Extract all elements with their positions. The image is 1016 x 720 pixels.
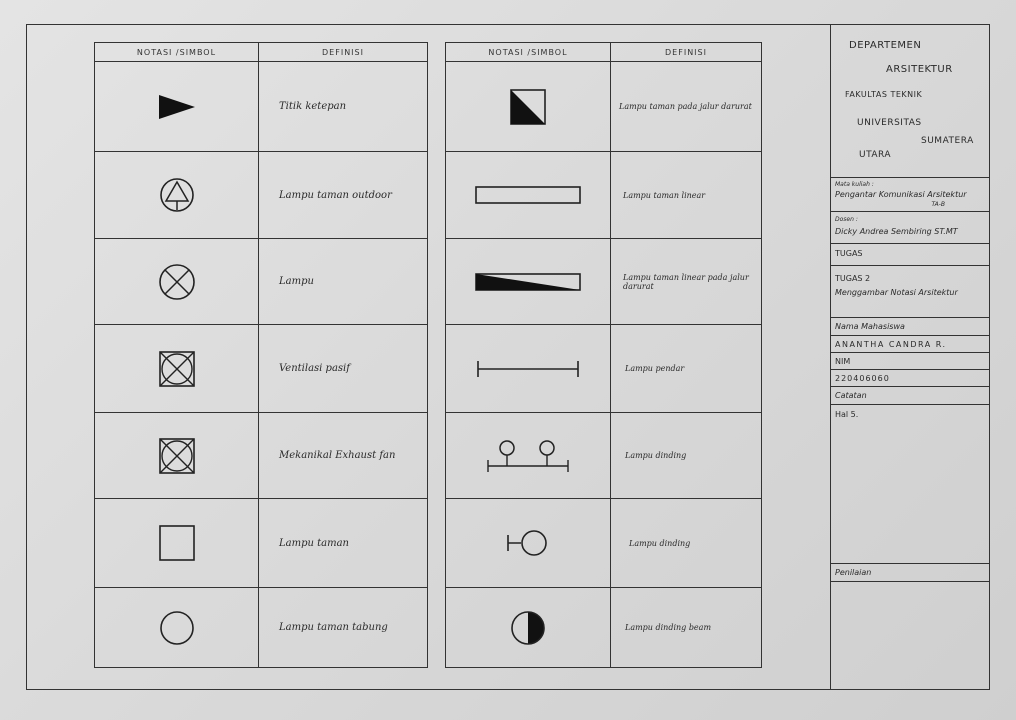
university-line-2: SUMATERA [921,136,974,146]
table-row [446,325,762,413]
right-symbol-table [445,42,762,668]
definition-cell: Ventilasi pasif [259,325,428,413]
task-label-row [831,244,989,266]
task-number: TUGAS 2 [835,274,871,283]
lecturer-label: Dosen : [835,216,858,223]
table-row [446,152,762,239]
table-row [446,499,762,588]
symbol-cell [446,413,611,499]
notes-value: Hal 5. [835,410,859,419]
student-value-row [831,336,989,353]
department-line-2: ARSITEKTUR [886,64,953,75]
definition-cell: Lampu dinding [611,499,762,588]
header-definition: DEFINISI [611,43,762,62]
table-row [446,239,762,325]
symbol-cell [95,325,259,413]
notes-area [831,405,989,564]
assessment-label: Penilaian [835,568,872,577]
header-notation: NOTASI /SIMBOL [446,43,611,62]
course-row [831,178,989,212]
filled-wedge-bar-icon [473,271,583,293]
symbol-cell [95,62,259,152]
table-row [95,499,428,588]
table-header-row [95,43,428,62]
student-name: ANANTHA CANDRA R. [835,340,947,349]
definition-cell: Lampu dinding beam [611,588,762,668]
circle-icon [157,608,197,648]
student-label: Nama Mahasiswa [835,322,905,331]
table-row [446,413,762,499]
symbol-cell [446,499,611,588]
task-value-row [831,266,989,318]
table-row [95,152,428,239]
circle-x-icon [157,262,197,302]
institution-block [831,24,989,178]
nim-value-row [831,370,989,387]
symbol-cell [95,499,259,588]
symbol-cell [95,413,259,499]
dimension-line-icon [473,357,583,381]
definition-cell: Lampu taman linear [611,152,762,239]
assessment-label-row [831,564,989,582]
table-row [95,413,428,499]
definition-cell: Titik ketepan [259,62,428,152]
square-circle-x-icon [157,349,197,389]
definition-cell: Lampu taman outdoor [259,152,428,239]
wall-lamp-icon [505,527,551,559]
university-line-3: UTARA [859,150,892,160]
nim-label-row [831,353,989,370]
task-label: TUGAS [835,249,863,258]
table-row [95,239,428,325]
triangle-pointer-icon [155,92,199,122]
faculty-label: FAKULTAS TEKNIK [845,90,923,99]
course-value: Pengantar Komunikasi Arsitektur [835,190,967,199]
lecturer-value: Dicky Andrea Sembiring ST.MT [835,227,958,236]
definition-cell: Lampu taman pada jalur darurat [611,62,762,152]
square-icon [157,523,197,563]
symbol-cell [446,588,611,668]
definition-cell: Lampu pendar [611,325,762,413]
half-filled-circle-icon [508,608,548,648]
definition-cell: Lampu taman linear pada jalur darurat [611,239,762,325]
table-row [446,62,762,152]
table-row [95,325,428,413]
symbol-cell [446,62,611,152]
lecturer-row [831,212,989,244]
title-block [831,24,990,690]
circle-triangle-icon [159,177,195,213]
symbol-cell [446,239,611,325]
symbol-cell [95,588,259,668]
symbol-cell [446,152,611,239]
definition-cell: Lampu [259,239,428,325]
department-line-1: DEPARTEMEN [849,40,922,51]
course-class: TA-B [931,201,945,208]
student-label-row [831,318,989,336]
header-definition: DEFINISI [259,43,428,62]
left-symbol-table [94,42,428,668]
symbol-cell [95,239,259,325]
rectangle-bar-icon [473,184,583,206]
square-circle-x-icon [157,436,197,476]
nim-label: NIM [835,357,851,366]
nim-value: 220406060 [835,374,890,383]
notes-label: Catatan [835,391,867,400]
half-filled-square-icon [508,87,548,127]
definition-cell: Lampu taman tabung [259,588,428,668]
definition-cell: Lampu dinding [611,413,762,499]
double-wall-lamp-icon [485,438,571,474]
table-row [95,62,428,152]
table-header-row [446,43,762,62]
table-row [95,588,428,668]
university-line-1: UNIVERSITAS [857,118,922,128]
symbol-cell [446,325,611,413]
header-notation: NOTASI /SIMBOL [95,43,259,62]
symbol-cell [95,152,259,239]
definition-cell: Mekanikal Exhaust fan [259,413,428,499]
notes-label-row [831,387,989,405]
table-row [446,588,762,668]
course-label: Mata kuliah : [835,181,874,188]
task-title: Menggambar Notasi Arsitektur [835,288,958,297]
definition-cell: Lampu taman [259,499,428,588]
